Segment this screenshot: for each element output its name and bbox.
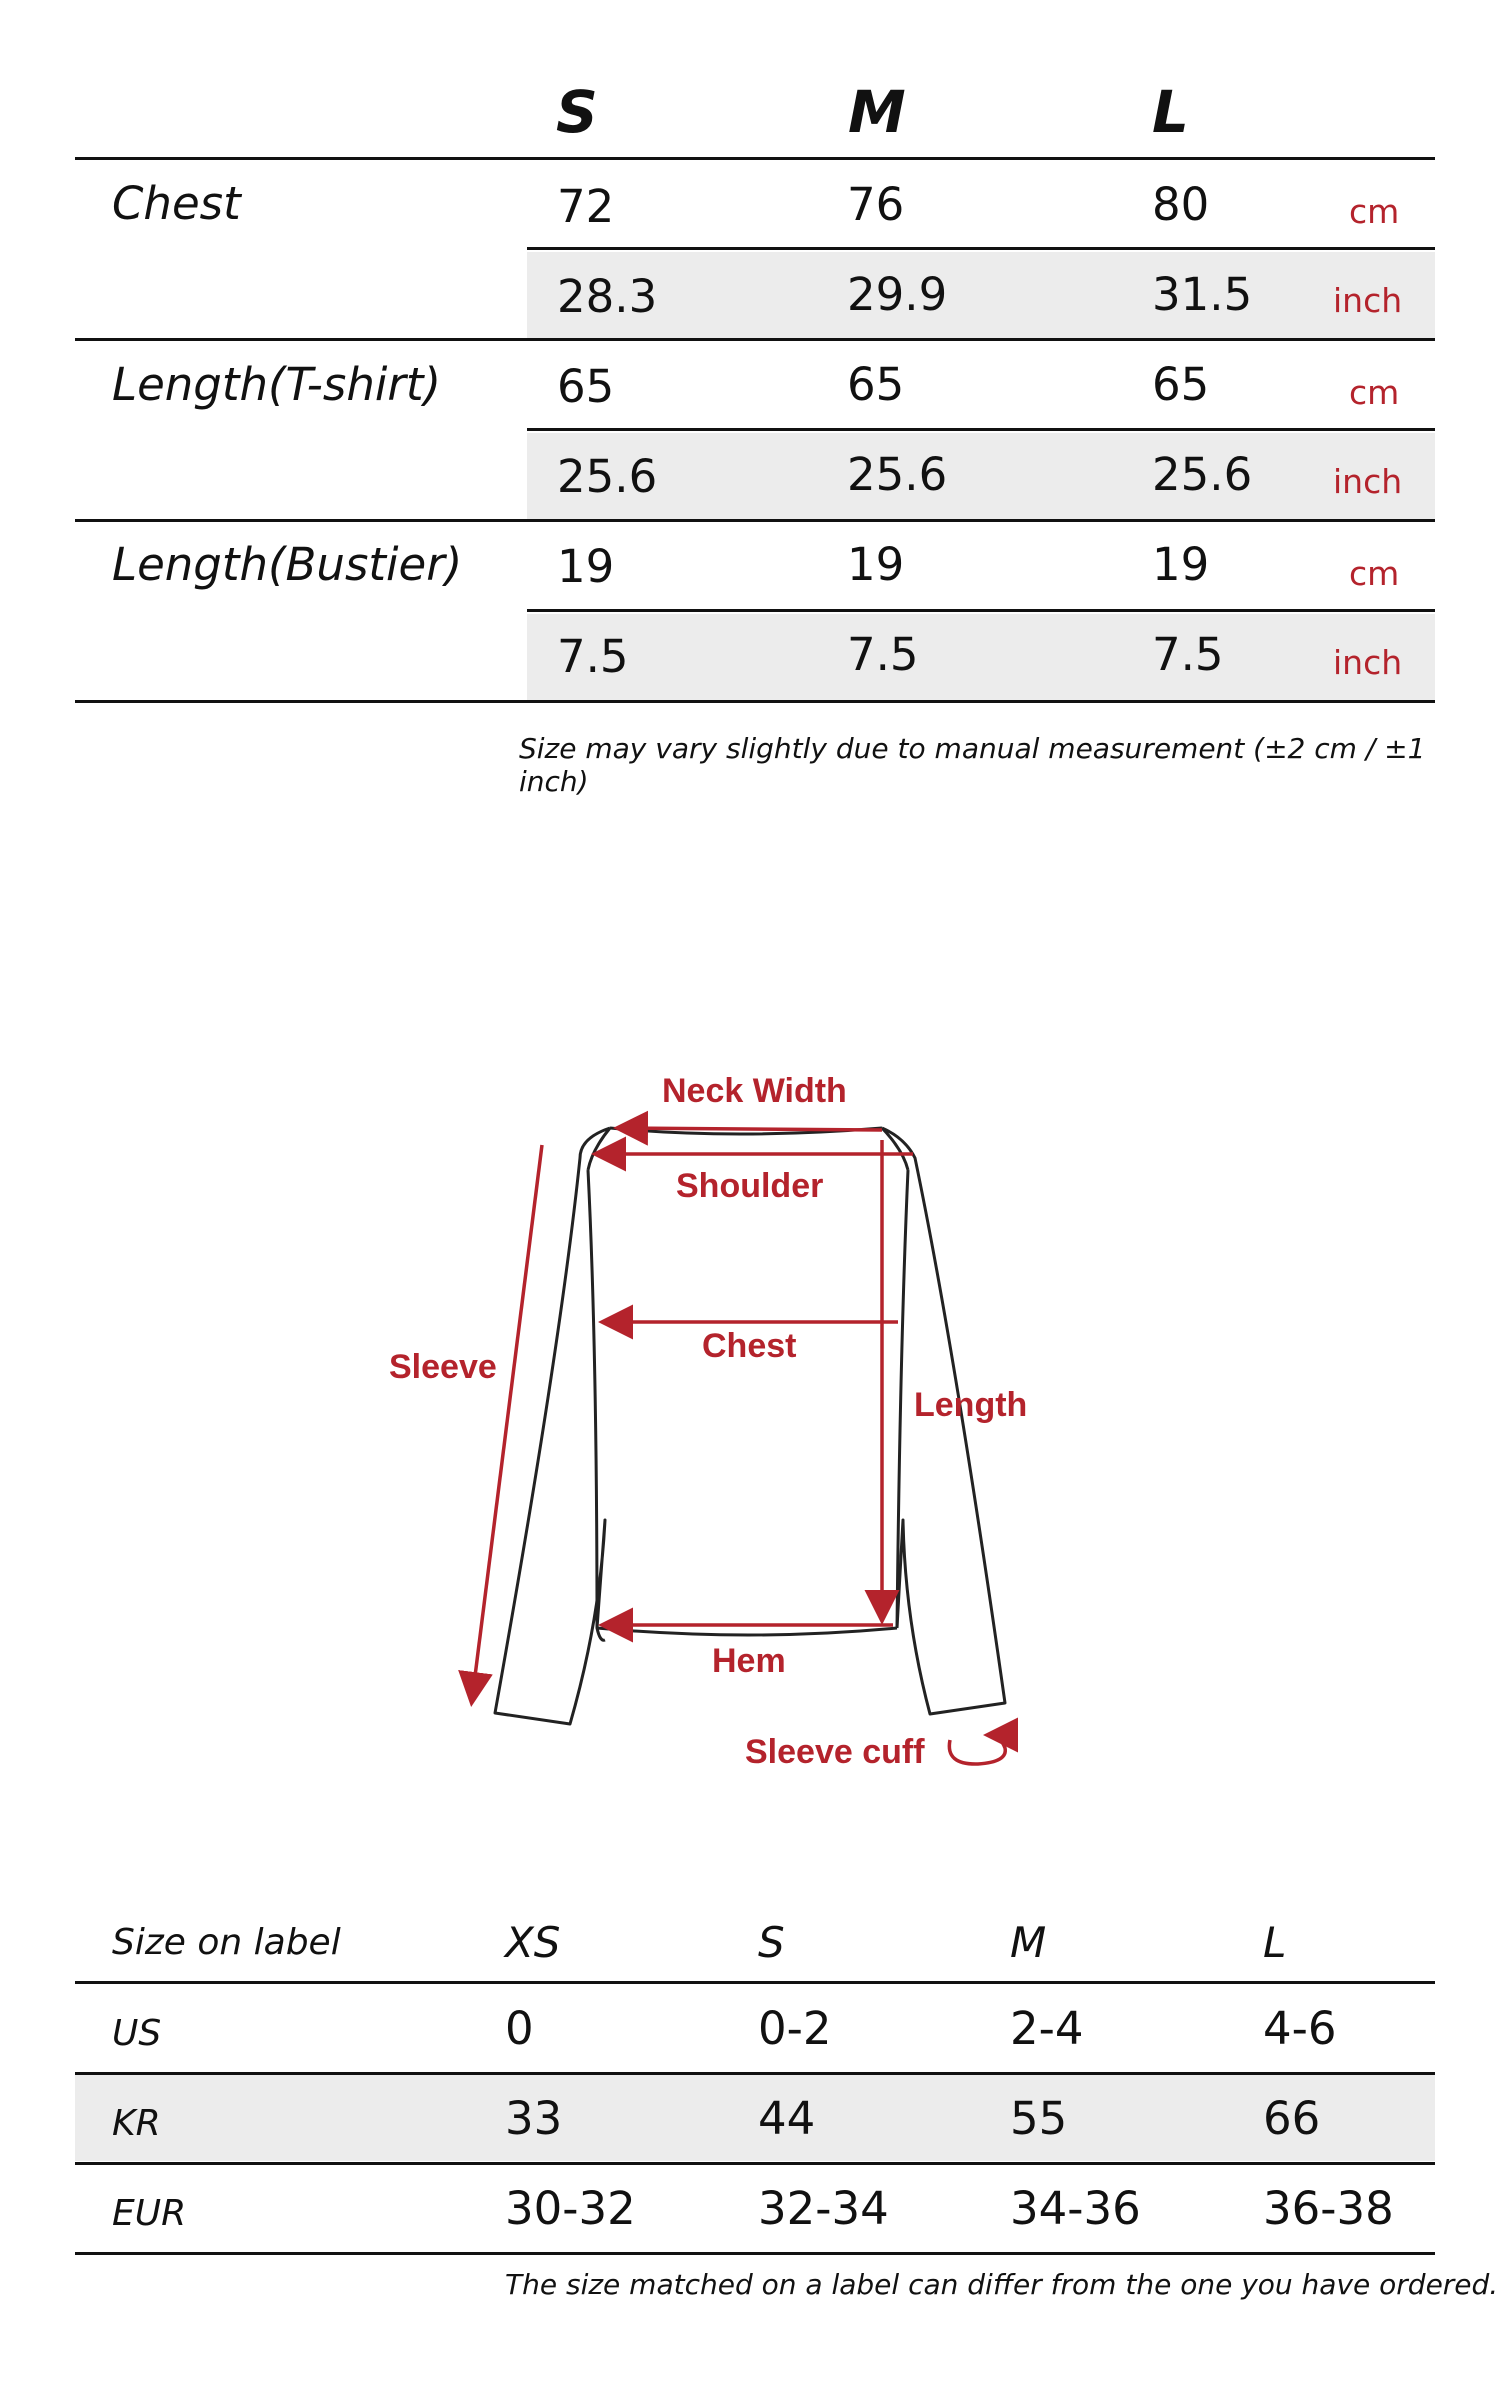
kr-l: 66 [1263,2092,1321,2145]
bustier-inch-m: 7.5 [847,628,919,681]
table-divider [75,2252,1435,2255]
row-label-us: US [112,2013,162,2054]
bustier-cm-l: 19 [1152,538,1210,591]
tshirt-inch-s: 25.6 [557,450,658,503]
row-shade [527,433,1435,519]
table-divider [75,519,1435,522]
chest-inch-s: 28.3 [557,270,658,323]
chest-cm-m: 76 [847,178,905,231]
unit-inch: inch [1333,643,1403,682]
row-shade [527,252,1435,338]
kr-s: 44 [758,2092,816,2145]
garment-measurement-diagram [0,1040,1500,1800]
bustier-inch-l: 7.5 [1152,628,1224,681]
shoulder-label: Shoulder [676,1167,824,1205]
conv-size-s: S [758,1918,785,1967]
garment-outline [495,1128,1005,1724]
hem-label: Hem [712,1642,786,1680]
tshirt-cm-l: 65 [1152,358,1210,411]
tshirt-inch-l: 25.6 [1152,448,1253,501]
row-shade [527,614,1435,700]
sleeve-cuff-label: Sleeve cuff [745,1733,925,1771]
neck-width-arrow [620,1128,882,1130]
table-divider [527,247,1435,250]
size-on-label-header: Size on label [112,1922,341,1963]
chest-cm-s: 72 [557,180,615,233]
eur-xs: 30-32 [505,2182,636,2235]
eur-s: 32-34 [758,2182,889,2235]
us-m: 2-4 [1010,2002,1084,2055]
size-header-l: L [1152,78,1189,146]
row-label-chest: Chest [112,177,241,230]
size-header-m: M [848,78,906,146]
measurement-note: Size may vary slightly due to manual measurement (±2 cm / ±1 inch) [519,732,1426,798]
table-divider [75,338,1435,341]
conversion-note: The size matched on a label can differ from the one you have ordered. [505,2268,1499,2301]
sleeve-cuff-arrow [949,1735,1005,1764]
conv-size-m: M [1010,1918,1047,1967]
size-header-s: S [556,78,598,146]
neck-width-label: Neck Width [662,1072,847,1110]
table-divider [75,2162,1435,2165]
row-label-length-bustier: Length(Bustier) [112,538,463,591]
row-label-kr: KR [112,2103,161,2144]
chest-cm-l: 80 [1152,178,1210,231]
eur-m: 34-36 [1010,2182,1141,2235]
us-l: 4-6 [1263,2002,1337,2055]
chest-inch-m: 29.9 [847,268,948,321]
us-xs: 0 [505,2002,534,2055]
sleeve-arrow [472,1145,542,1700]
tshirt-cm-s: 65 [557,360,615,413]
table-divider [75,1981,1435,1984]
table-divider [527,609,1435,612]
tshirt-cm-m: 65 [847,358,905,411]
unit-cm: cm [1349,554,1400,593]
conv-size-l: L [1263,1918,1287,1967]
conv-size-xs: XS [505,1918,561,1967]
chest-label: Chest [702,1327,797,1365]
tshirt-inch-m: 25.6 [847,448,948,501]
table-divider [75,700,1435,703]
unit-inch: inch [1333,462,1403,501]
table-divider [527,428,1435,431]
length-label: Length [914,1386,1028,1424]
row-label-length-tshirt: Length(T-shirt) [112,358,442,411]
sleeve-label: Sleeve [389,1348,497,1386]
row-shade [75,2075,1435,2161]
us-s: 0-2 [758,2002,832,2055]
unit-cm: cm [1349,192,1400,231]
eur-l: 36-38 [1263,2182,1394,2235]
unit-cm: cm [1349,373,1400,412]
bustier-inch-s: 7.5 [557,630,629,683]
row-label-eur: EUR [112,2193,187,2234]
bustier-cm-m: 19 [847,538,905,591]
kr-m: 55 [1010,2092,1068,2145]
table-divider [75,157,1435,160]
bustier-cm-s: 19 [557,540,615,593]
chest-inch-l: 31.5 [1152,268,1253,321]
unit-inch: inch [1333,281,1403,320]
kr-xs: 33 [505,2092,563,2145]
